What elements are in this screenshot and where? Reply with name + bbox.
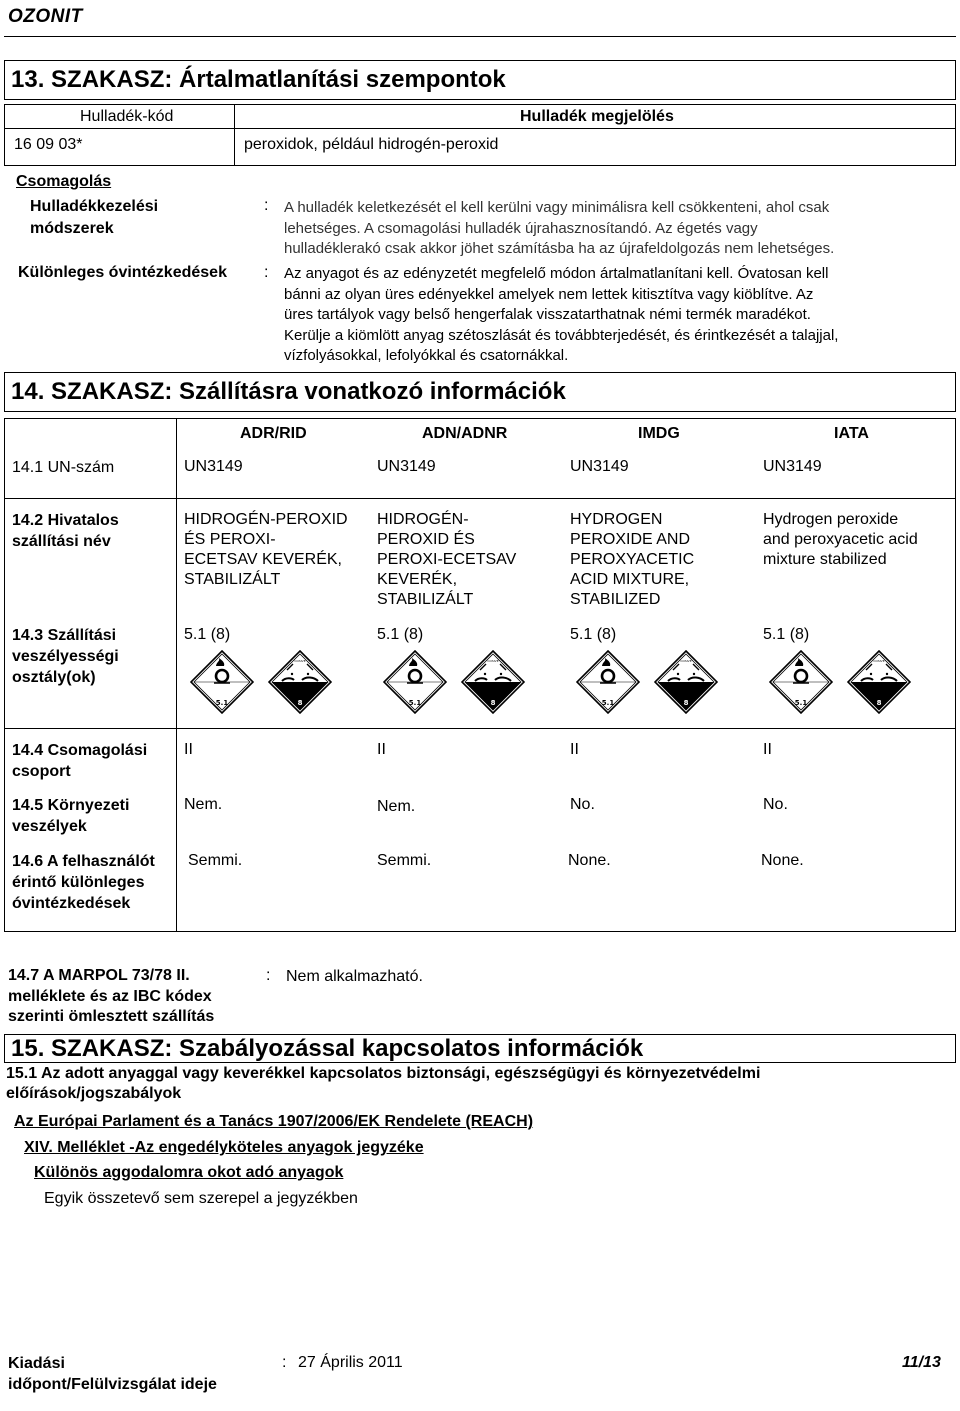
name-adn: HIDROGÉN- PEROXID ÉS PEROXI-ECETSAV KEVERÉK, STABILIZÁLT — [377, 511, 517, 608]
corrosive-pictogram-adn — [461, 650, 525, 714]
col-adn-adnr: ADN/ADNR — [422, 425, 508, 442]
name-iata: Hydrogen peroxide and peroxyacetic acid mixture stabilized — [763, 511, 918, 568]
class-adn: 5.1 (8) — [377, 626, 424, 643]
marpol-colon: : — [266, 967, 271, 984]
env-iata: No. — [763, 796, 788, 813]
page-number: 11/13 — [902, 1354, 941, 1371]
marpol-value: Nem alkalmazható. — [286, 968, 423, 985]
section-15-title: 15. SZAKASZ: Szabályozással kapcsolatos információk — [11, 1035, 644, 1062]
row-env-hazards-label: 14.5 Környezeti veszélyek — [12, 797, 130, 835]
oxidizer-class-label: 5.1 — [601, 699, 615, 707]
svg-text:COSIVE: COSIVE — [873, 659, 885, 663]
class-iata: 5.1 (8) — [763, 626, 810, 643]
col-adr-rid: ADR/RID — [240, 425, 307, 442]
section-14-title: 14. SZAKASZ: Szállításra vonatkozó információk — [11, 378, 566, 405]
marpol-label: 14.7 A MARPOL 73/78 II. melléklete és az IBC kódex szerinti ömlesztett szállítás — [8, 967, 215, 1025]
row-hazard-class-label: 14.3 Szállítási veszélyességi osztály(ok) — [12, 627, 119, 686]
pg-iata: II — [763, 741, 772, 758]
corrosive-class-label: 8 — [876, 699, 882, 707]
pg-imdg: II — [570, 741, 579, 758]
corrosive-pictogram-adr — [268, 650, 332, 714]
precautions-text: Az anyagot és az edényzetét megfelelő módon ártalmatlanítani kell. Óvatosan kell bánni az olyan üres edényekkel amelyek nem lettek kitisztítva vagy kiöblítve. Az üres tartályok vagy belső hengerfalak visszatarthatnak némi termék maradékot. Kerülje a kiömlött anyag szétoszlását és továbbterjedését, és érintkezését a talajjal, vízfolyásokkal, lefolyókkal és csatornákkal. — [284, 265, 839, 365]
reach-heading: Az Európai Parlament és a Tanács 1907/2006/EK Rendelete (REACH) — [14, 1113, 534, 1130]
section-13-title: 13. SZAKASZ: Ártalmatlanítási szempontok — [11, 66, 506, 93]
waste-code: 16 09 03* — [14, 136, 83, 153]
corrosive-pictogram-imdg — [654, 650, 718, 714]
annex-xiv-heading: XIV. Melléklet -Az engedélyköteles anyagok jegyzéke — [24, 1139, 424, 1156]
footer-date-label: Kiadási időpont/Felülvizsgálat ideje — [8, 1355, 217, 1393]
brand-title: OZONIT — [8, 6, 83, 27]
row-special-precautions-label: 14.6 A felhasználót érintő különleges óvintézkedések — [12, 853, 155, 912]
class-imdg: 5.1 (8) — [570, 626, 617, 643]
oxidizer-class-label: 5.1 — [408, 699, 422, 707]
row-un-number-label: 14.1 UN-szám — [12, 459, 115, 476]
name-adr: HIDROGÉN-PEROXID ÉS PEROXI- ECETSAV KEVERÉK, STABILIZÁLT — [184, 511, 348, 588]
oxidizer-pictogram-adr — [190, 650, 254, 714]
svg-text:COSIVE: COSIVE — [487, 659, 499, 663]
pg-adr: II — [184, 741, 193, 758]
svg-text:COSIVE: COSIVE — [680, 659, 692, 663]
section-15-header — [4, 1034, 956, 1063]
sp-imdg: None. — [568, 852, 611, 869]
un-adr: UN3149 — [184, 458, 243, 475]
env-adr: Nem. — [184, 796, 223, 813]
waste-desc-header: Hulladék megjelölés — [520, 108, 674, 125]
section-14-header — [4, 372, 956, 412]
un-adn: UN3149 — [377, 458, 436, 475]
class-adr: 5.1 (8) — [184, 626, 231, 643]
footer-colon: : — [282, 1354, 287, 1371]
sp-adr: Semmi. — [188, 852, 243, 869]
section-13-header — [4, 60, 956, 100]
svhc-heading: Különös aggodalomra okot adó anyagok — [34, 1164, 344, 1181]
waste-desc: peroxidok, például hidrogén-peroxid — [244, 136, 499, 153]
svhc-text: Egyik összetevő sem szerepel a jegyzékben — [44, 1190, 358, 1207]
corrosive-pictogram-iata — [847, 650, 911, 714]
col-iata: IATA — [834, 425, 869, 442]
name-imdg: HYDROGEN PEROXIDE AND PEROXYACETIC ACID MIXTURE, STABILIZED — [570, 511, 695, 608]
oxidizer-class-label: 5.1 — [215, 699, 229, 707]
env-adn: Nem. — [377, 798, 416, 815]
svg-text:COSIVE: COSIVE — [294, 659, 306, 663]
un-iata: UN3149 — [763, 458, 822, 475]
oxidizer-pictogram-imdg — [576, 650, 640, 714]
precautions-label: Különleges óvintézkedések — [18, 264, 227, 281]
packaging-heading: Csomagolás — [16, 173, 112, 190]
corrosive-class-label: 8 — [297, 699, 303, 707]
regulations-subheading: 15.1 Az adott anyaggal vagy keverékkel kapcsolatos biztonsági, egészségügyi és környezetvédelmi előírások/jogszabályok — [6, 1065, 761, 1102]
oxidizer-pictogram-adn — [383, 650, 447, 714]
corrosive-class-label: 8 — [490, 699, 496, 707]
oxidizer-pictogram-iata — [769, 650, 833, 714]
precautions-colon: : — [264, 264, 269, 281]
un-imdg: UN3149 — [570, 458, 629, 475]
methods-colon: : — [264, 197, 269, 214]
sp-adn: Semmi. — [377, 852, 432, 869]
header-divider — [4, 36, 956, 37]
col-imdg: IMDG — [638, 425, 680, 442]
pg-adn: II — [377, 741, 386, 758]
env-imdg: No. — [570, 796, 595, 813]
sp-iata: None. — [761, 852, 804, 869]
waste-code-header: Hulladék-kód — [80, 108, 174, 125]
methods-text: A hulladék keletkezését el kell kerülni vagy minimálisra kell csökkenteni, ahol csak lehetséges. A csomagolási hulladék újrahasznosítandó. Az égetés vagy hulladéklerakó csak akkor jöhet számításba ha az újrafeldolgozás nem lehetséges. — [284, 199, 835, 257]
oxidizer-class-label: 5.1 — [794, 699, 808, 707]
row-shipping-name-label: 14.2 Hivatalos szállítási név — [12, 512, 119, 550]
methods-label: Hulladékkezelési módszerek — [30, 198, 159, 237]
footer-date: 27 Április 2011 — [298, 1354, 403, 1371]
corrosive-class-label: 8 — [683, 699, 689, 707]
row-packing-group-label: 14.4 Csomagolási csoport — [12, 742, 148, 780]
